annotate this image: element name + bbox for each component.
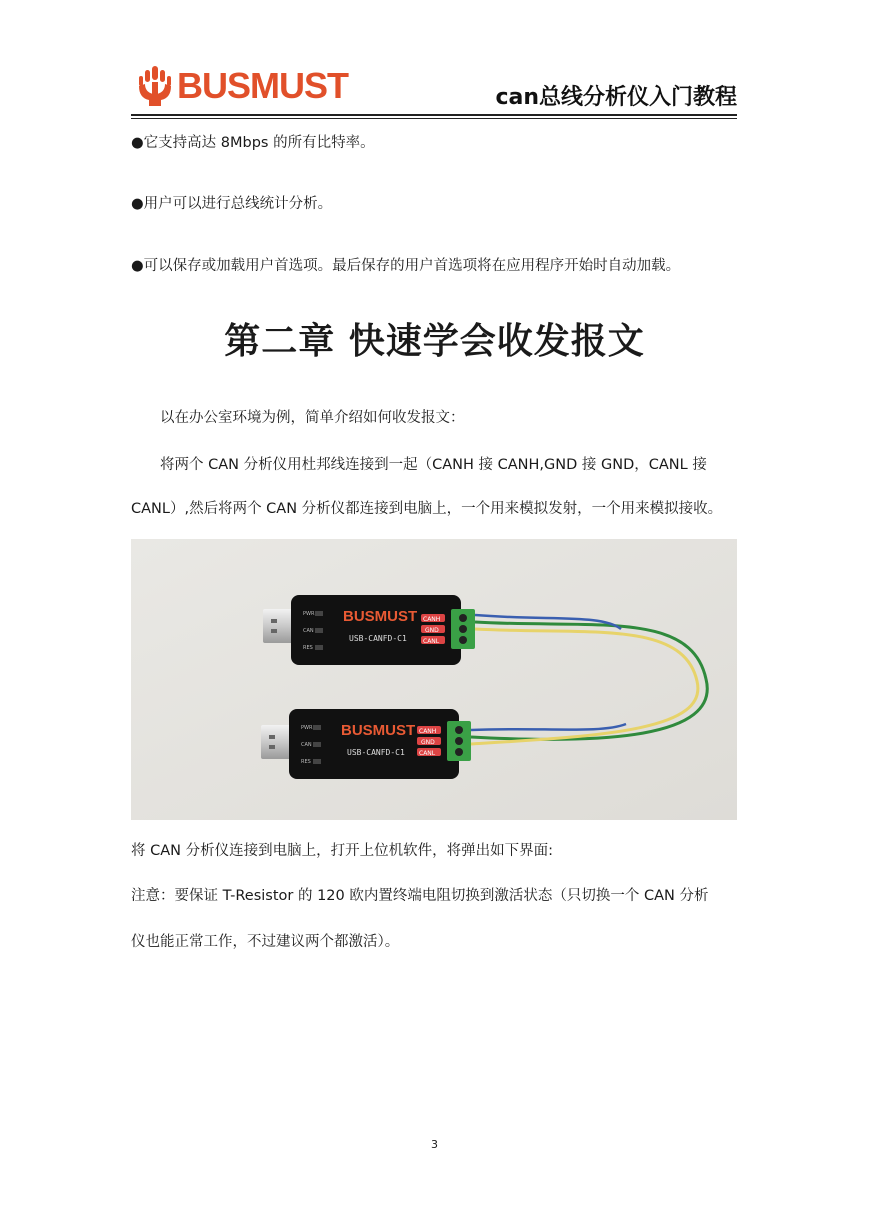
pin-label: GND <box>425 627 439 634</box>
led-label: CAN <box>301 742 312 748</box>
can-analyzer-photo-illustration <box>131 539 737 820</box>
intro-paragraph: 以在办公室环境为例，简单介绍如何收发报文： <box>160 410 465 426</box>
pin-label: CANL <box>419 750 436 757</box>
device-brand: BUSMUST <box>341 722 416 739</box>
page-header <box>131 60 737 118</box>
connect-paragraph: 将 CAN 分析仪连接到电脑上，打开上位机软件，将弹出如下界面: <box>131 843 553 859</box>
bullet-item: ●用户可以进行总线统计分析。 <box>131 196 333 212</box>
device-model: USB-CANFD-C1 <box>349 634 407 643</box>
pin-label: CANL <box>423 638 440 645</box>
led-label: PWR <box>301 725 313 731</box>
header-rule-thick <box>131 114 737 116</box>
pin-label: CANH <box>423 616 441 623</box>
page-number: 3 <box>431 1138 438 1151</box>
bullet-item: ●可以保存或加载用户首选项。最后保存的用户首选项将在应用程序开始时自动加载。 <box>131 258 681 274</box>
logo-wordmark: BUSMUST <box>177 65 348 106</box>
led-label: PWR <box>303 611 315 617</box>
device-brand: BUSMUST <box>343 608 418 625</box>
led-label: CAN <box>303 628 314 634</box>
led-label: RES <box>303 645 313 651</box>
busmust-logo <box>135 64 348 108</box>
device-model: USB-CANFD-C1 <box>347 748 405 757</box>
document-title: can总线分析仪入门教程 <box>495 85 737 110</box>
chapter-heading: 第二章 快速学会收发报文 <box>224 321 645 362</box>
busmust-logo-icon <box>135 64 175 108</box>
wiring-paragraph-line-1: 将两个 CAN 分析仪用杜邦线连接到一起（CANH 接 CANH,GND 接 GND，CANL 接 <box>160 457 707 473</box>
wiring-paragraph-line-2: CANL）,然后将两个 CAN 分析仪都连接到电脑上，一个用来模拟发射，一个用来模拟接收。 <box>131 501 723 517</box>
can-analyzer-device <box>261 709 471 779</box>
bullet-item: ●它支持高达 8Mbps 的所有比特率。 <box>131 135 375 151</box>
device-photo <box>131 539 737 820</box>
can-analyzer-device <box>263 595 475 665</box>
pin-label: GND <box>421 739 435 746</box>
note-paragraph-line-1: 注意：要保证 T-Resistor 的 120 欧内置终端电阻切换到激活状态（只切换一个 CAN 分析 <box>131 888 709 904</box>
header-rule-thin <box>131 118 737 119</box>
led-label: RES <box>301 759 311 765</box>
note-paragraph-line-2: 仪也能正常工作，不过建议两个都激活）。 <box>131 934 400 950</box>
pin-label: CANH <box>419 728 437 735</box>
